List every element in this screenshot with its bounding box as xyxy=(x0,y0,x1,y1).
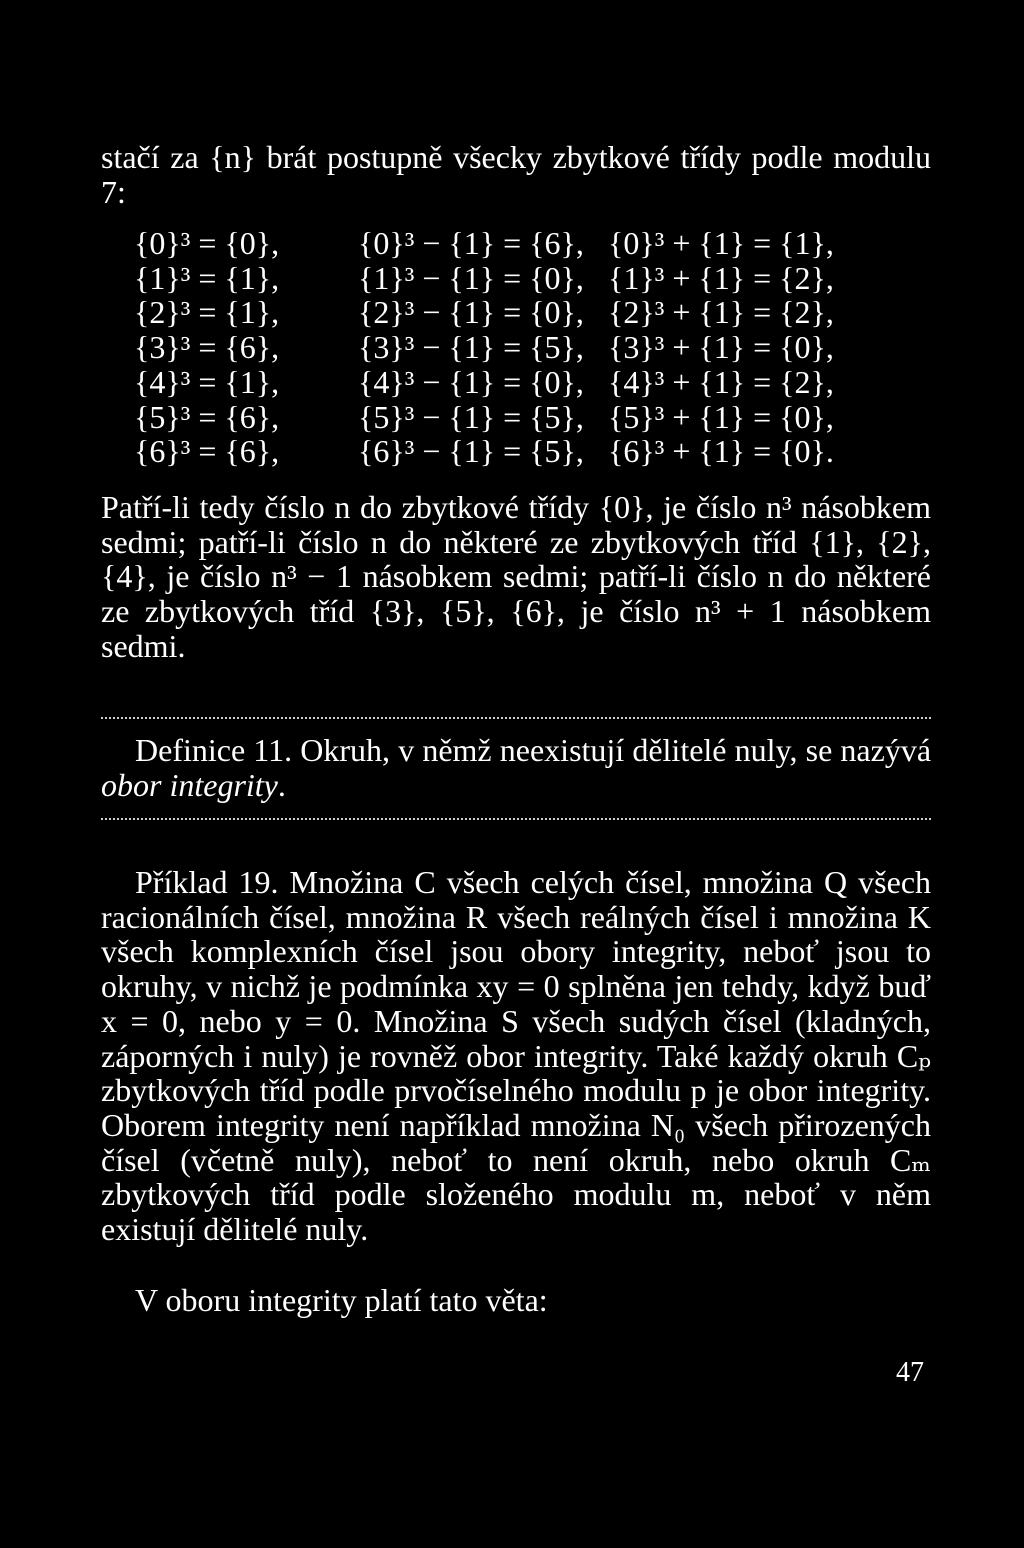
definition-term: obor integrity xyxy=(101,766,278,803)
cube-plus-one-cell: {4}³ + {1} = {2}, xyxy=(608,363,834,400)
definition-paragraph xyxy=(101,733,931,802)
intro-text: stačí za {n} brát postupně všecky zbytkové třídy podle modulu 7: xyxy=(101,139,931,210)
conclusion-paragraph: Patří-li tedy číslo n do zbytkové třídy {0}, je číslo n³ násobkem sedmi; patří-li číslo n do některé ze zbytkových tříd {1}, {2}, {4}, je číslo n³ − 1 násobkem sedmi; patří-li číslo n do některé ze zbytkových tříd {3}, {5}, {6}, je číslo n³ + 1 násobkem sedmi. xyxy=(101,489,931,664)
cube-plus-one-cell: {2}³ + {1} = {2}, xyxy=(608,294,834,331)
cube-plus-one-cell: {0}³ + {1} = {1}, xyxy=(608,225,834,261)
cube-minus-one-cell: {5}³ − {1} = {5}, xyxy=(358,398,584,435)
cube-minus-one-cell: {2}³ − {1} = {0}, xyxy=(358,294,584,331)
congruence-row xyxy=(134,330,868,365)
congruence-row xyxy=(134,365,868,400)
cube-plus-one-cell: {6}³ + {1} = {0}. xyxy=(608,433,834,470)
cube-plus-one-cell: {5}³ + {1} = {0}, xyxy=(608,398,834,435)
example-label: Příklad 19. xyxy=(135,864,279,900)
example-paragraph xyxy=(101,865,931,1247)
definition-label: Definice 11. xyxy=(135,732,293,768)
congruence-row xyxy=(134,295,868,330)
page-number: 47 xyxy=(896,1357,924,1388)
definition-text: Okruh, v němž neexistují dělitelé nuly, se nazývá xyxy=(300,732,932,768)
cube-plus-one-cell: {1}³ + {1} = {2}, xyxy=(608,259,834,296)
congruence-row xyxy=(134,226,868,261)
cube-plus-one-cell: {3}³ + {1} = {0}, xyxy=(608,329,834,366)
cube-cell: {6}³ = {6}, xyxy=(134,433,280,470)
cube-minus-one-cell: {6}³ − {1} = {5}, xyxy=(358,433,584,470)
congruence-row xyxy=(134,434,868,469)
congruence-table xyxy=(134,226,868,469)
cube-minus-one-cell: {4}³ − {1} = {0}, xyxy=(358,363,584,400)
definition-top-rule xyxy=(101,717,931,719)
definition-end: . xyxy=(277,766,286,803)
cube-minus-one-cell: {0}³ − {1} = {6}, xyxy=(358,225,584,261)
cube-cell: {1}³ = {1}, xyxy=(134,259,280,296)
cube-minus-one-cell: {3}³ − {1} = {5}, xyxy=(358,329,584,366)
cube-cell: {0}³ = {0}, xyxy=(134,225,280,261)
definition-bottom-rule xyxy=(101,818,931,820)
congruence-row xyxy=(134,400,868,435)
congruence-row xyxy=(134,261,868,296)
cube-cell: {5}³ = {6}, xyxy=(134,398,280,435)
closing-sentence: V oboru integrity platí tato věta: xyxy=(135,1282,548,1318)
cube-cell: {4}³ = {1}, xyxy=(134,363,280,400)
example-text: Množina C všech celých čísel, množina Q všech racionálních čísel, množina R všech reálných čísel i množina K všech komplexních čísel jsou obory integrity, neboť jsou to okruhy, v nichž je podmínka xy = 0 splněna jen tehdy, když buď x = 0, nebo y = 0. Množina S všech sudých čísel (kladných, záporných i nuly) je rovněž obor integrity. Také každý okruh Cₚ zbytkových tříd podle prvočíselného modulu p je obor integrity. Oborem integrity není například množina N₀ všech přirozených čísel (včetně nuly), neboť to není okruh, nebo okruh Cₘ zbytkových tříd podle složeného modulu m, neboť v něm existují dělitelé nuly. xyxy=(101,864,932,1248)
cube-cell: {3}³ = {6}, xyxy=(134,329,280,366)
cube-cell: {2}³ = {1}, xyxy=(134,294,280,331)
cube-minus-one-cell: {1}³ − {1} = {0}, xyxy=(358,259,584,296)
